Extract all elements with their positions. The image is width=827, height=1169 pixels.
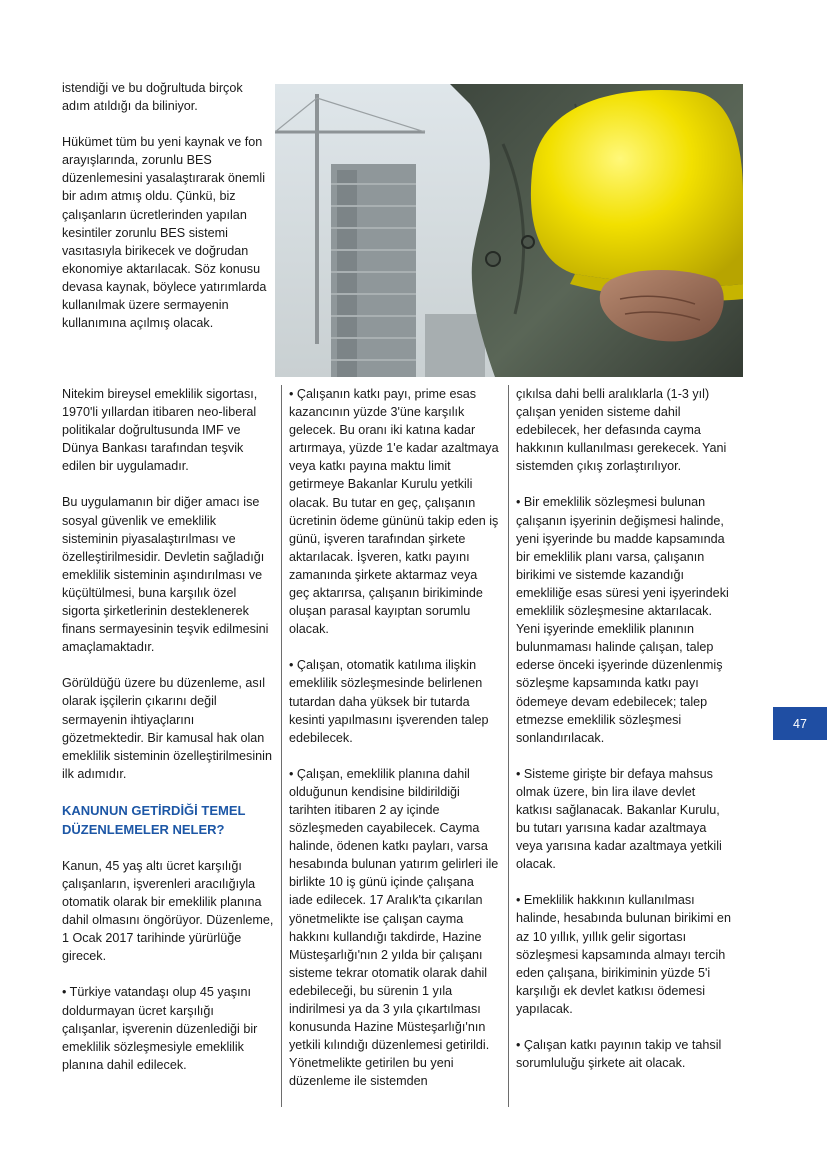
bullet-item: • Çalışan, emeklilik planına dahil olduğunun kendisine bildirildiği tarihten itibaren 2 ay içinde sözleşmeden cayabilecek. Cayma halinde, ödenen katkı payları, varsa hesabında bulunan yatırım gelirleri ile birlikte 10 iş günü içinde çalışana iade edilecek. 17 Aralık'ta çıkarılan yönetmelikte ise çalışan cayma hakkını kullandığı takdirde, Hazine Müsteşarlığı'nın 2 yılda bir çalışanı sisteme tekrar otomatik olarak dahil edebileceği, bu sürenin 1 yıla indirilmesi ya da 3 yıla çıkartılması konusunda Hazine Müsteşarlığı'nın yetkili kılındığı düzenlemesi getirildi. Yönetmelikte getirilen bu yeni düzenleme ile sistemden: [289, 766, 499, 1089]
bullet-item: • Emeklilik hakkının kullanılması halinde, hesabında bulunan birikimi en az 10 yıllık, yıllık gelir sigortası sözleşmesi kapsamında almayı tercih eden çalışana, birikiminin yüzde 5'i karşılığı ek devlet katkısı ödemesi yapılacak.: [516, 893, 731, 1016]
paragraph: Kanun, 45 yaş altı ücret karşılığı çalışanların, işverenleri aracılığıyla otomatik olarak bir emeklilik planına dahil olmasını öngörüyor. Düzenleme, 1 Ocak 2017 tarihinde yürürlüğe girecek.: [62, 858, 274, 964]
bullet-item: • Çalışanın katkı payı, prime esas kazancının yüzde 3'üne karşılık gelecek. Bu oranı iki katına kadar artırmaya, yüzde 1'e kadar azaltmaya veya katkı payına maktu limit getirmeye Bakanlar Kurulu yetkili olacak. Bu tutar en geç, çalışanın ücretinin ödeme gününü takip eden iş günü, işveren tarafından şirkete aktarılacak. İşveren, katkı payını zamanında şirkete aktarmaz veya geç aktarırsa, çalışanın birikiminde oluşan parasal kayıptan sorumlu olacak.: [289, 387, 499, 637]
intro-column: [62, 79, 267, 350]
column-divider: [508, 385, 509, 1107]
page-number-tab: [773, 707, 827, 740]
page-number: 47: [793, 716, 807, 731]
paragraph: Nitekim bireysel emeklilik sigortası, 1970'li yıllardan itibaren neo-liberal politikalar doğrultusunda IMF ve Dünya Bankası tarafından teşvik edilen bir uygulamadır.: [62, 387, 258, 474]
paragraph: istendiği ve bu doğrultuda birçok adım atıldığı da biliniyor.: [62, 81, 243, 114]
left-column: [62, 385, 274, 1092]
paragraph: Hükümet tüm bu yeni kaynak ve fon arayışlarında, zorunlu BES düzenlemesini yasalaştırarak önemli bir adım atmış oldu. Çünkü, biz çalışanların ücretlerinden yapılan kesintiler zorunlu BES sistemi vasıtasıyla birikecek ve doğrudan ekonomiye aktarılacak. Söz konusu devasa kaynak, böylece yatırımlarda kullanılmak üzere sermayenin kullanımına açılmış olacak.: [62, 135, 267, 331]
bullet-item: • Türkiye vatandaşı olup 45 yaşını doldurmayan ücret karşılığı çalışanlar, işverenin düzenlediği bir emeklilik sözleşmesiyle emeklilik planına dahil edilecek.: [62, 985, 258, 1072]
bullet-item: • Bir emeklilik sözleşmesi bulunan çalışanın işyerinin değişmesi halinde, yeni işyerinde bu madde kapsamında bir emeklilik planı varsa, çalışanın birikimi ve sistemde kazandığı emekliliğe esas süresi yeni işyerindeki emeklilik sözleşmesine aktarılacak. Yeni işyerinde emeklilik planının bulunmaması halinde çalışan, talep ederse önceki işyerinde düzenlenmiş sözleşme kapsamında katkı payı ödemeye devam edebilecek; talep etmezse emeklilik sözleşmesi sonlandırılacak.: [516, 495, 729, 745]
paragraph: Bu uygulamanın bir diğer amacı ise sosyal güvenlik ve emeklilik sisteminin piyasalaştırılması ve özelleştirilmesidir. Devletin sağladığı emeklilik sisteminin aşındırılması ve küçültülmesi, buna karşılık özel sigorta şirketlerinin desteklenerek finans sermayesinin teşvik edilmesini amaçlamaktadır.: [62, 495, 269, 655]
bullet-item: • Çalışan katkı payının takip ve tahsil sorumluluğu şirkete ait olacak.: [516, 1038, 722, 1071]
right-column: [516, 385, 731, 1090]
section-heading: KANUNUN GETİRDİĞİ TEMEL DÜZENLEMELER NELER?: [62, 802, 246, 837]
middle-column: [289, 385, 501, 1108]
bullet-item: • Sisteme girişte bir defaya mahsus olmak üzere, bin lira ilave devlet katkısı sağlanacak. Bakanlar Kurulu, bu tutarı yarısına kadar azaltmaya veya yarısına kadar azaltmaya yetkili olacak.: [516, 766, 722, 872]
bullet-item: • Çalışan, otomatik katılıma ilişkin emeklilik sözleşmesinde belirlenen tutardan daha yüksek bir tutarda kesinti yapılmasını işverenden talep edebilecek.: [289, 658, 489, 745]
paragraph: çıkılsa dahi belli aralıklarla (1-3 yıl) çalışan yeniden sisteme dahil edebilecek, her defasında cayma hakkının kullanılması gerekecek. Yani sistemden çıkış zorlaştırılıyor.: [516, 387, 727, 474]
construction-worker-photo: [275, 84, 743, 377]
column-divider: [281, 385, 282, 1107]
paragraph: Görüldüğü üzere bu düzenleme, asıl olarak işçilerin çıkarını değil sermayenin ihtiyaçlarını gözetmektedir. Bir kamusal hak olan emeklilik sisteminin özelleştirilmesinin ilk adımıdır.: [62, 676, 272, 781]
